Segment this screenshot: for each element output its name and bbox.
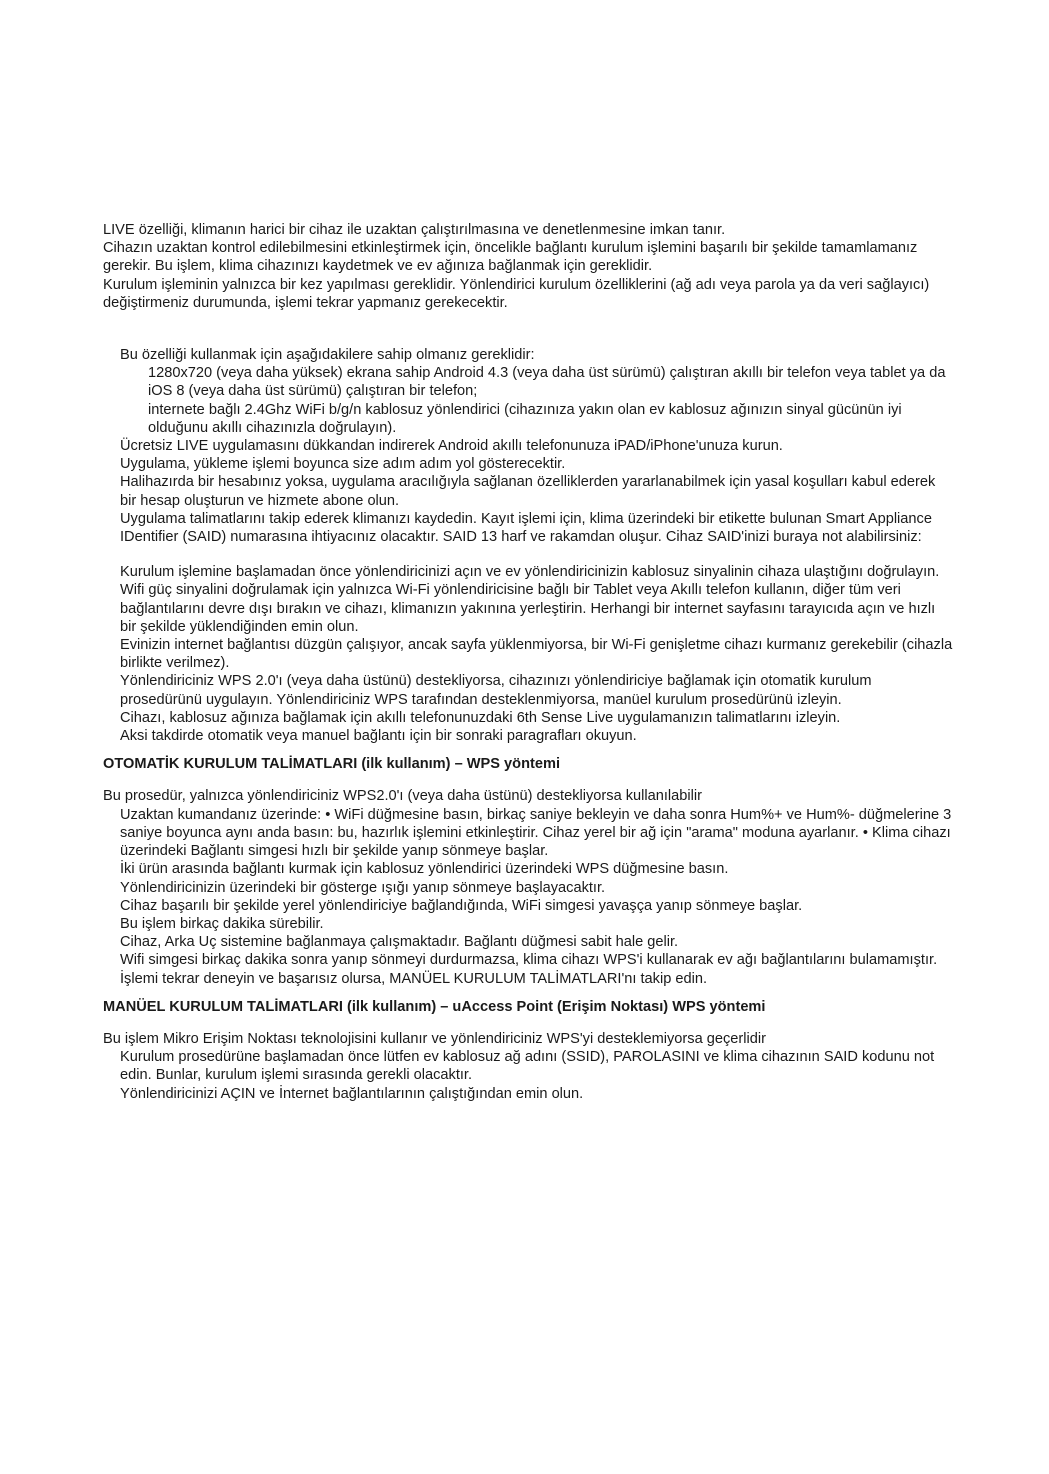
requirement-item: 1280x720 (veya daha yüksek) ekrana sahip Android 4.3 (veya daha üst sürümü) çalıştıran akıllı bir telefon veya tablet ya da iOS 8 (veya daha üst sürümü) çalıştıran bir telefon; xyxy=(148,365,946,400)
auto-setup-step: Uzaktan kumandanız üzerinde: • WiFi düğmesine basın, birkaç saniye bekleyin ve daha sonra Hum%+ ve Hum%- düğmelerine 3 saniye boyunca aynı anda basın: bu, hazırlık işlemini etkinleştirir. Cihaz yerel bir ağ için "arama" moduna ayarlanır. • Klima cihazı üzerindeki Bağlantı simgesi hızlı bir şekilde yanıp sönmeye başlar. xyxy=(120,806,952,860)
app-instruction: Uygulama talimatlarını takip ederek klimanızı kaydedin. Kayıt işlemi için, klima üzerindeki bir etikette bulunan Smart Appliance IDentifier (SAID) numarasına ihtiyacınız olacaktır. SAID 13 harf ve rakamdan oluşur. Cihaz SAID'inizi buraya not alabilirsiniz: xyxy=(120,510,932,546)
app-instruction: Uygulama, yükleme işlemi boyunca size adım adım yol gösterecektir. xyxy=(120,456,566,473)
setup-paragraph: Cihazı, kablosuz ağınıza bağlamak için akıllı telefonunuzdaki 6th Sense Live uygulamanızın talimatlarını izleyin. xyxy=(120,709,841,726)
manual-setup-heading: MANÜEL KURULUM TALİMATLARI (ilk kullanım) – uAccess Point (Erişim Noktası) WPS yöntemi xyxy=(103,998,766,1015)
auto-setup-section xyxy=(103,755,953,987)
auto-setup-lead: Bu prosedür, yalnızca yönlendiriciniz WPS2.0'ı (veya daha üstünü) destekliyorsa kullanılabilir xyxy=(103,788,702,805)
auto-setup-step: Bu işlem birkaç dakika sürebilir. xyxy=(120,915,324,932)
document-page xyxy=(103,221,953,1103)
intro-section xyxy=(103,221,953,312)
auto-setup-step: Yönlendiricinizin üzerindeki bir gösterge ışığı yanıp sönmeye başlayacaktır. xyxy=(120,879,606,896)
setup-paragraph: Kurulum işlemine başlamadan önce yönlendiricinizi açın ve ev yönlendiricinizin kablosuz sinyalinin cihaza ulaştığını doğrulayın. Wifi güç sinyalini doğrulamak için yalnızca Wi-Fi yönlendiricisine bağlı bir Tablet veya Akıllı telefon kullanın, diğer tüm veri bağlantılarını devre dışı bırakın ve cihazı, klimanızın yakınına yerleştirin. Herhangi bir internet sayfasını tarayıcıda açın ve hızlı bir şekilde yüklendiğinden emin olun. xyxy=(120,564,940,635)
requirements-lead: Bu özelliği kullanmak için aşağıdakilere sahip olmanız gereklidir: xyxy=(120,347,535,364)
intro-paragraph: Kurulum işleminin yalnızca bir kez yapılması gereklidir. Yönlendirici kurulum özelliklerini (ağ adı veya parola ya da veri sağlayıcı) değiştirmeniz durumunda, işlemi tekrar yapmanız gerekecektir. xyxy=(103,276,930,311)
requirement-item: internete bağlı 2.4Ghz WiFi b/g/n kablosuz yönlendirici (cihazınıza yakın olan ev kablosuz ağınızın sinyal gücünün iyi olduğunu akıllı cihazınızla doğrulayın). xyxy=(148,401,902,436)
auto-setup-step: Cihaz başarılı bir şekilde yerel yönlendiriciye bağlandığında, WiFi simgesi yavaşça yanıp sönmeye başlar. xyxy=(120,897,803,914)
setup-paragraph: Evinizin internet bağlantısı düzgün çalışıyor, ancak sayfa yüklenmiyorsa, bir Wi-Fi genişletme cihazı kurmanız gerekebilir (cihazla birlikte verilmez). xyxy=(120,637,953,672)
auto-setup-step: Cihaz, Arka Uç sistemine bağlanmaya çalışmaktadır. Bağlantı düğmesi sabit hale gelir. xyxy=(120,934,679,951)
manual-setup-step: Kurulum prosedürüne başlamadan önce lütfen ev kablosuz ağ adını (SSID), PAROLASINI ve klima cihazının SAID kodunu not edin. Bunlar, kurulum işlemi sırasında gerekli olacaktır. xyxy=(120,1049,935,1084)
setup-section xyxy=(103,563,953,745)
requirements-section xyxy=(103,346,953,546)
intro-paragraph: LIVE özelliği, klimanın harici bir cihaz ile uzaktan çalıştırılmasına ve denetlenmesine imkan tanır. xyxy=(103,222,726,238)
app-instruction: Halihazırda bir hesabınız yoksa, uygulama aracılığıyla sağlanan özelliklerden yararlanabilmek için yasal koşulları kabul ederek bir hesap oluşturun ve hizmete abone olun. xyxy=(120,474,936,509)
auto-setup-step: İki ürün arasında bağlantı kurmak için kablosuz yönlendirici üzerindeki WPS düğmesine basın. xyxy=(120,861,729,878)
auto-setup-heading: OTOMATİK KURULUM TALİMATLARI (ilk kullanım) – WPS yöntemi xyxy=(103,756,560,773)
auto-setup-step: Wifi simgesi birkaç dakika sonra yanıp sönmeyi durdurmazsa, klima cihazı WPS'i kullanarak ev ağı bağlantılarını bulamamıştır. İşlemi tekrar deneyin ve başarısız olursa, MANÜEL KURULUM TALİMATLARI'nı takip edin. xyxy=(120,952,938,987)
intro-paragraph: Cihazın uzaktan kontrol edilebilmesini etkinleştirmek için, öncelikle bağlantı kurulum işlemini başarılı bir şekilde tamamlamanız gerekir. Bu işlem, klima cihazınızı kaydetmek ve ev ağınıza bağlanmak için gereklidir. xyxy=(103,240,918,275)
setup-paragraph: Aksi takdirde otomatik veya manuel bağlantı için bir sonraki paragrafları okuyun. xyxy=(120,728,637,745)
app-instruction: Ücretsiz LIVE uygulamasını dükkandan indirerek Android akıllı telefonunuza iPAD/iPhone'unuza kurun. xyxy=(120,438,783,455)
manual-setup-lead: Bu işlem Mikro Erişim Noktası teknolojisini kullanır ve yönlendiriciniz WPS'yi desteklemiyorsa geçerlidir xyxy=(103,1030,766,1047)
manual-setup-section xyxy=(103,998,953,1103)
manual-setup-step: Yönlendiricinizi AÇIN ve İnternet bağlantılarının çalıştığından emin olun. xyxy=(120,1085,584,1102)
setup-paragraph: Yönlendiriciniz WPS 2.0'ı (veya daha üstünü) destekliyorsa, cihazınızı yönlendiriciye bağlamak için otomatik kurulum prosedürünü uygulayın. Yönlendiriciniz WPS tarafından desteklenmiyorsa, manüel kurulum prosedürünü izleyin. xyxy=(120,673,872,708)
